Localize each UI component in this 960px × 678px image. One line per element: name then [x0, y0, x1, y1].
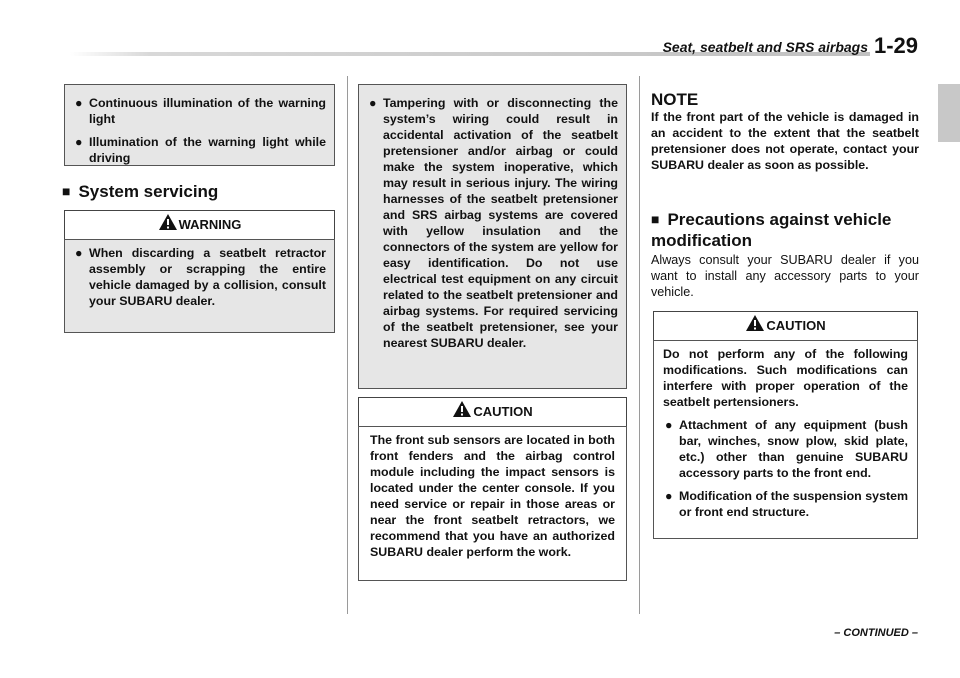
note-heading: NOTE: [651, 90, 699, 109]
bullet-icon: ●: [75, 96, 83, 110]
list-item: ● Tampering with or disconnecting the system’s wiring could result in accidental activation of the seatbelt pretensioner and/or airbag or could make the system inoperative, which may result in serious injury. The wiring harnesses of the seatbelt pretensioner and SRS airbag systems are covered with yellow insulation and the connectors of the system are yellow for easy identification. Do not use electrical test equipment on any circuit related to the seatbelt pretensioner and airbag systems. For required servicing of the seatbelt pretensioner, see your nearest SUBARU dealer.: [369, 96, 618, 350]
bullet-icon: ●: [75, 246, 83, 260]
list-item: ● Illumination of the warning light while driving: [75, 135, 326, 165]
sub-sensor-caution-box: The front sub sensors are located in both front fenders and the airbag control module including the impact sensors is located under the center console. If you need service or repair in those areas or near the front seatbelt retractors, we recommend that you have an authorized SUBARU dealer perform the work.: [358, 426, 627, 581]
caution-label: CAUTION: [358, 397, 627, 427]
section-marker-icon: ■: [62, 183, 71, 199]
bullet-icon: ●: [665, 489, 673, 503]
section-heading-precautions: ■ Precautions against vehicle modification: [651, 210, 892, 250]
caution-label: CAUTION: [653, 311, 918, 341]
warning-box: [64, 239, 335, 333]
warning-triangle-icon: [158, 213, 178, 231]
bullet-icon: ●: [369, 96, 377, 110]
caution-intro: Do not perform any of the following modifications. Such modifications can interfere with proper operation of the seatbelt pertensioners.: [663, 347, 908, 409]
list-item: ● When discarding a seatbelt retractor assembly or scrapping the entire vehicle damaged by a collision, consult your SUBARU dealer.: [75, 246, 326, 308]
page-number: 1-29: [873, 33, 918, 58]
indicator-conditions-box: [64, 84, 335, 166]
chapter-tab: [938, 84, 960, 142]
list-item: ● Attachment of any equipment (bush bar, winches, snow plow, skid plate, etc.) other than genuine SUBARU accessory parts to the front end.: [665, 418, 908, 480]
note-text: If the front part of the vehicle is damaged in an accident to the extent that the seatbelt pretensioner does not operate, contact your SUBARU dealer as soon as possible.: [651, 110, 919, 172]
list-item: ● Continuous illumination of the warning light: [75, 96, 326, 126]
warning-label: WARNING: [64, 210, 335, 240]
continued-marker: – CONTINUED –: [834, 627, 918, 639]
modification-body: Always consult your SUBARU dealer if you want to install any accessory parts to your vehicle.: [651, 253, 919, 299]
section-marker-icon: ■: [651, 211, 660, 227]
wiring-warning-box: [358, 84, 627, 389]
caution-triangle-icon: [745, 314, 765, 332]
bullet-icon: ●: [665, 418, 673, 432]
column-divider-2: [639, 76, 640, 614]
section-heading-system-servicing: ■ System servicing: [62, 182, 219, 201]
caution-triangle-icon: [452, 400, 472, 418]
bullet-icon: ●: [75, 135, 83, 149]
modification-caution-box: [653, 340, 918, 539]
header-title: Seat, seatbelt and SRS airbags: [662, 39, 868, 55]
list-item: ● Modification of the suspension system or front end structure.: [665, 489, 908, 519]
column-divider-1: [347, 76, 348, 614]
